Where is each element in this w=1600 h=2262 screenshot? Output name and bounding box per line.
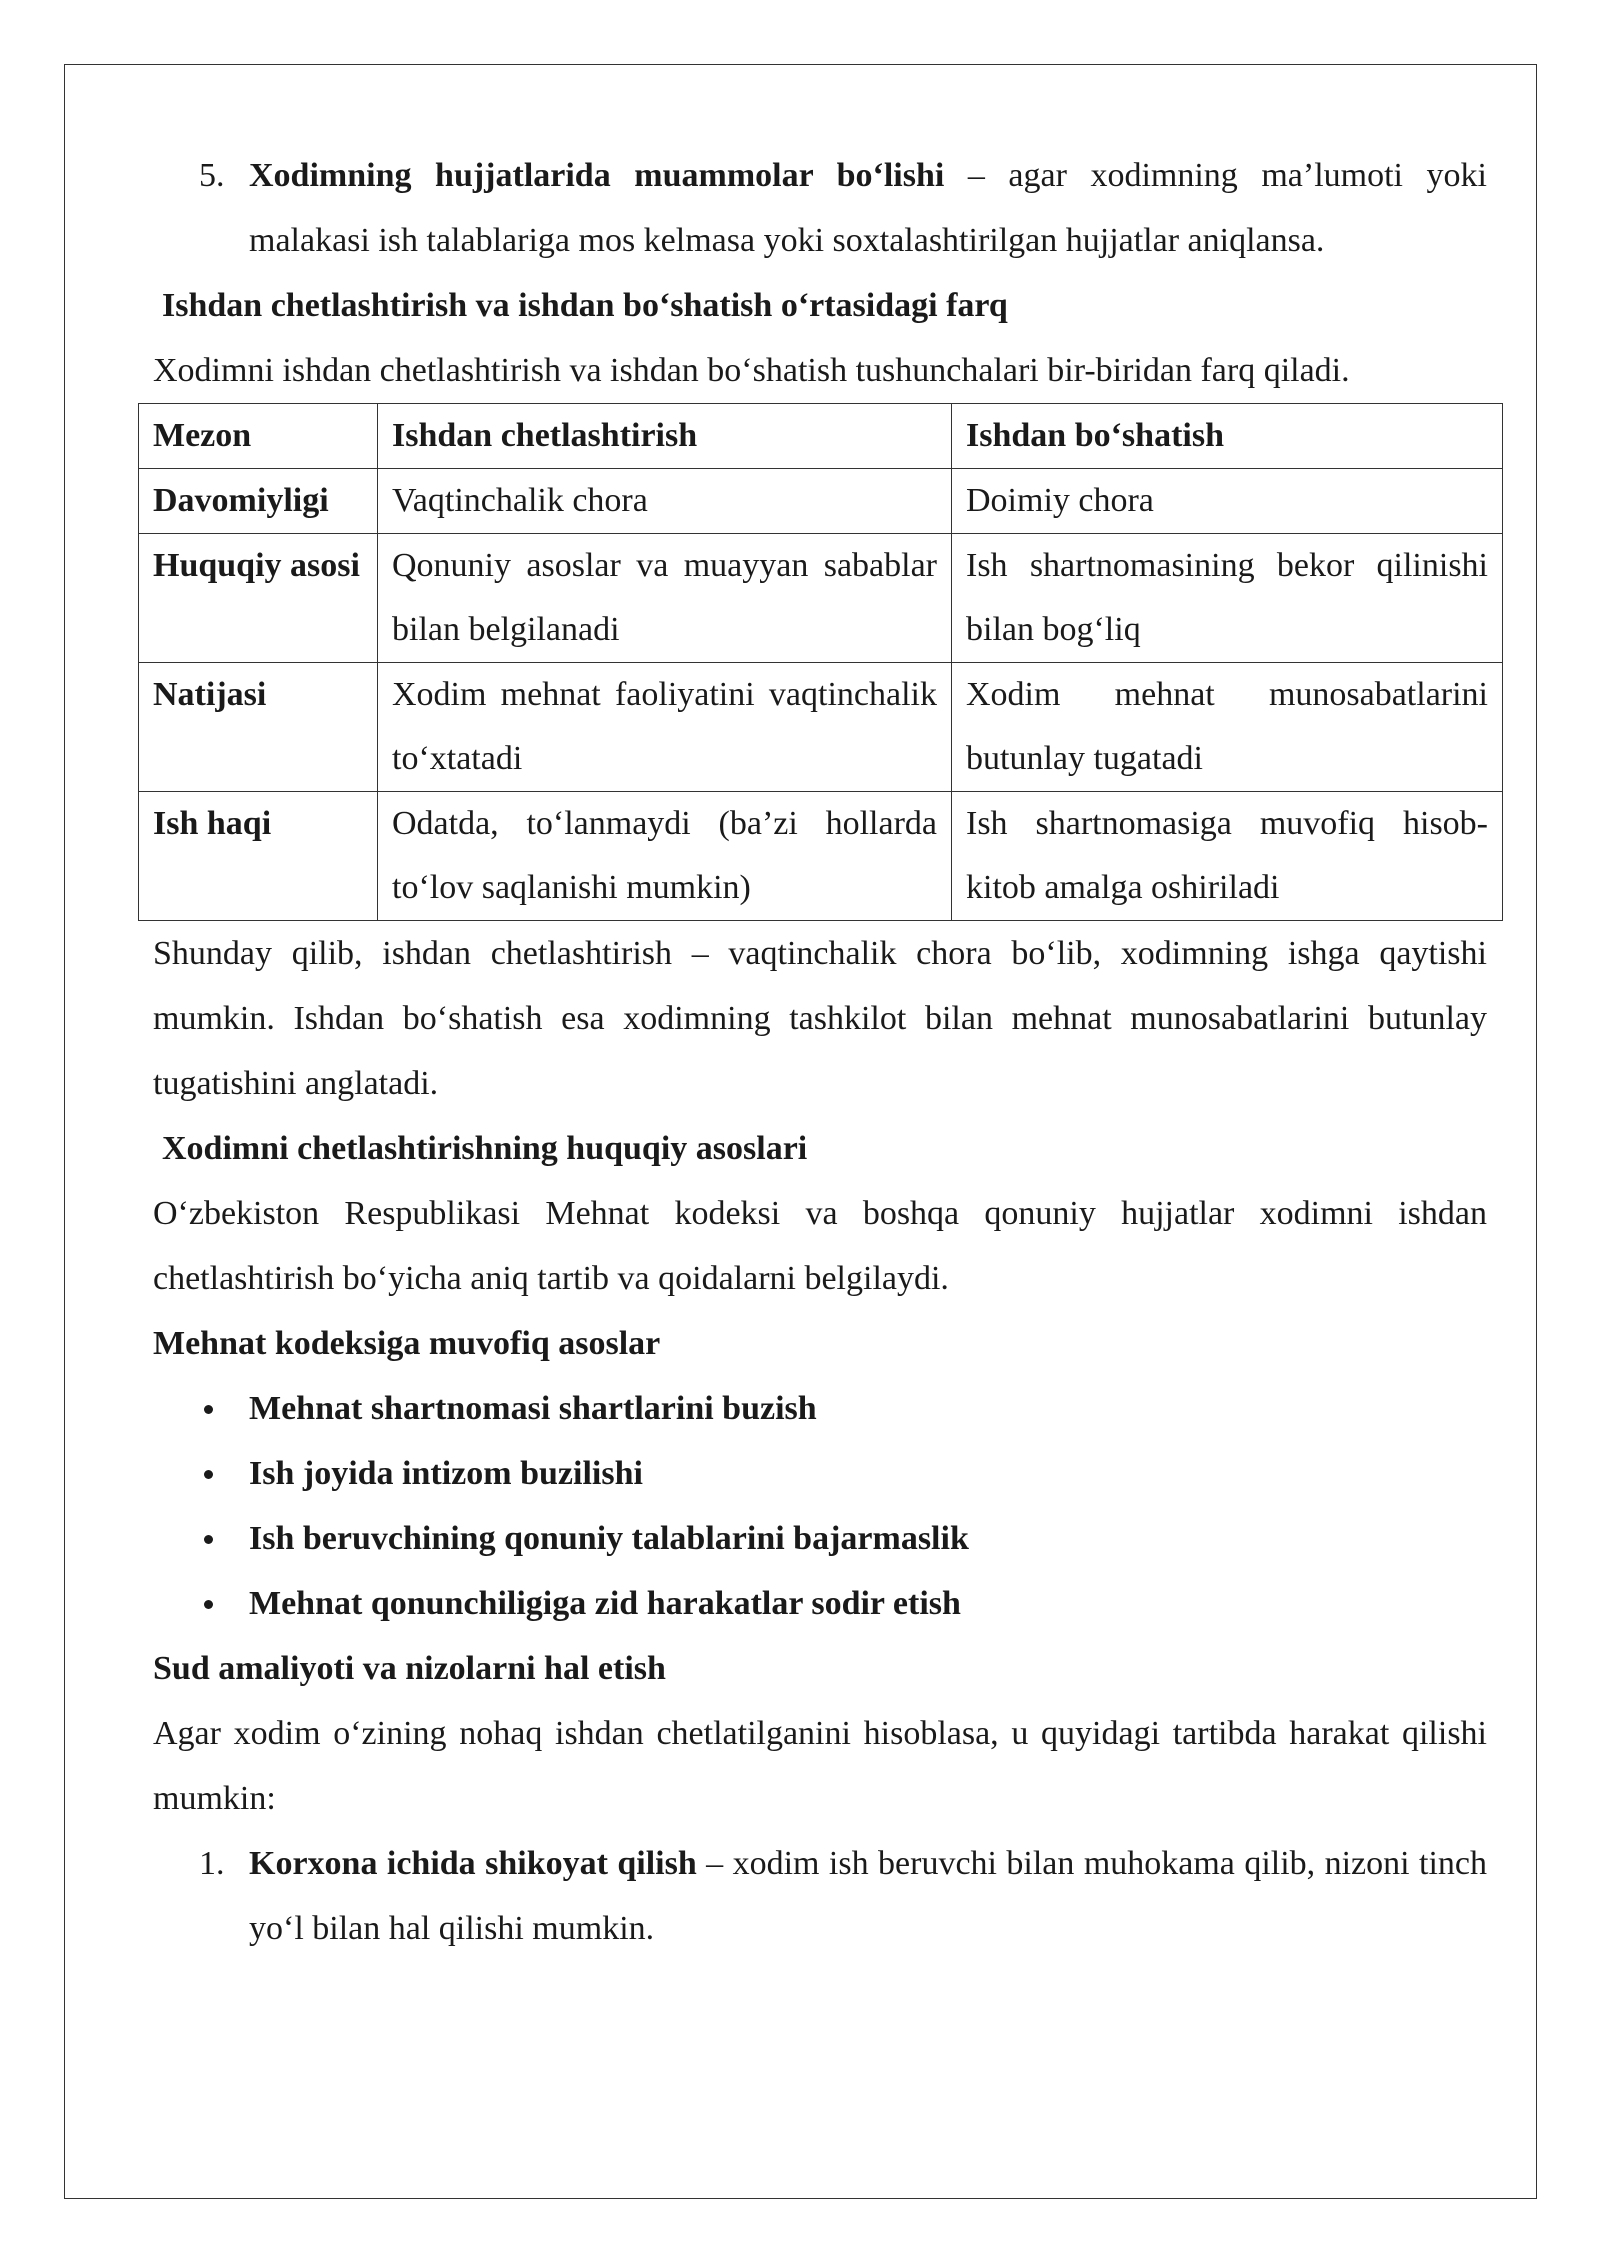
section-intro: Xodimni ishdan chetlashtirish va ishdan bo‘shatish tushunchalari bir-biridan farq qiladi. [153, 352, 1350, 389]
section-heading-labor-code: Mehnat kodeksiga muvofiq asoslar [153, 1325, 661, 1362]
table-row [139, 792, 1503, 921]
bullet-icon [204, 1405, 213, 1414]
item-number: 5. [199, 157, 225, 194]
comparison-table [138, 403, 1503, 921]
legal-basis-paragraph: O‘zbekiston Respublikasi Mehnat kodeksi va boshqa qonuniy hujjatlar xodimni ishdan chetlashtirish bo‘yicha aniq tartib va qoidalarni belgilaydi. [153, 1195, 1487, 1297]
table-cell: Odatda, to‘lanmaydi (ba’zi hollarda to‘lov saqlanishi mumkin) [378, 792, 952, 921]
table-cell-criterion: Huquqiy asosi [139, 534, 378, 663]
list-item: Mehnat qonunchiligiga zid harakatlar sodir etish [153, 1571, 1487, 1636]
table-cell: Vaqtinchalik chora [378, 469, 952, 534]
section-heading-court-practice: Sud amaliyoti va nizolarni hal etish [153, 1650, 666, 1687]
table-cell: Qonuniy asoslar va muayyan sabablar bilan belgilanadi [378, 534, 952, 663]
summary-paragraph: Shunday qilib, ishdan chetlashtirish – vaqtinchalik chora bo‘lib, xodimning ishga qaytishi mumkin. Ishdan bo‘shatish esa xodimning tashkilot bilan mehnat munosabatlarini butunlay tugatishini anglatadi. [153, 935, 1487, 1102]
document-body [153, 143, 1487, 1961]
item-number: 1. [199, 1845, 225, 1882]
table-cell-criterion: Natijasi [139, 663, 378, 792]
table-cell: Ish shartnomasiga muvofiq hisob-kitob amalga oshiriladi [952, 792, 1503, 921]
list-item: Ish beruvchining qonuniy talablarini bajarmaslik [153, 1506, 1487, 1571]
bullet-icon [204, 1535, 213, 1544]
section-heading-legal-basis: Xodimni chetlashtirishning huquqiy asoslari [162, 1130, 808, 1167]
table-row [139, 663, 1503, 792]
item-title: Korxona ichida shikoyat qilish [249, 1845, 697, 1882]
bullet-icon [204, 1600, 213, 1609]
table-row [139, 534, 1503, 663]
numbered-item-5 [153, 143, 1487, 273]
numbered-item-1 [153, 1831, 1487, 1961]
bullet-icon [204, 1470, 213, 1479]
grounds-list [153, 1376, 1487, 1636]
list-item: Ish joyida intizom buzilishi [153, 1441, 1487, 1506]
table-cell: Xodim mehnat faoliyatini vaqtinchalik to‘xtatadi [378, 663, 952, 792]
table-header-row [139, 404, 1503, 469]
list-item: Mehnat shartnomasi shartlarini buzish [153, 1376, 1487, 1441]
table-cell-criterion: Davomiyligi [139, 469, 378, 534]
table-cell: Ish shartnomasining bekor qilinishi bilan bog‘liq [952, 534, 1503, 663]
section-heading-difference: Ishdan chetlashtirish va ishdan bo‘shatish o‘rtasidagi farq [162, 287, 1008, 324]
table-header-cell: Ishdan bo‘shatish [952, 404, 1503, 469]
table-cell: Xodim mehnat munosabatlarini butunlay tugatadi [952, 663, 1503, 792]
item-title: Xodimning hujjatlarida muammolar bo‘lishi [249, 157, 945, 194]
court-practice-paragraph: Agar xodim o‘zining nohaq ishdan chetlatilganini hisoblasa, u quyidagi tartibda harakat qilishi mumkin: [153, 1715, 1487, 1817]
item-text: – xodim ish beruvchi bilan muhokama qilib, nizoni tinch yo‘l bilan hal qilishi mumkin. [249, 1845, 1487, 1947]
table-cell: Doimiy chora [952, 469, 1503, 534]
table-header-cell: Mezon [139, 404, 378, 469]
item-text: – agar xodimning ma’lumoti yoki malakasi ish talablariga mos kelmasa yoki soxtalashtirilgan hujjatlar aniqlansa. [249, 157, 1487, 259]
table-cell-criterion: Ish haqi [139, 792, 378, 921]
table-header-cell: Ishdan chetlashtirish [378, 404, 952, 469]
table-row [139, 469, 1503, 534]
